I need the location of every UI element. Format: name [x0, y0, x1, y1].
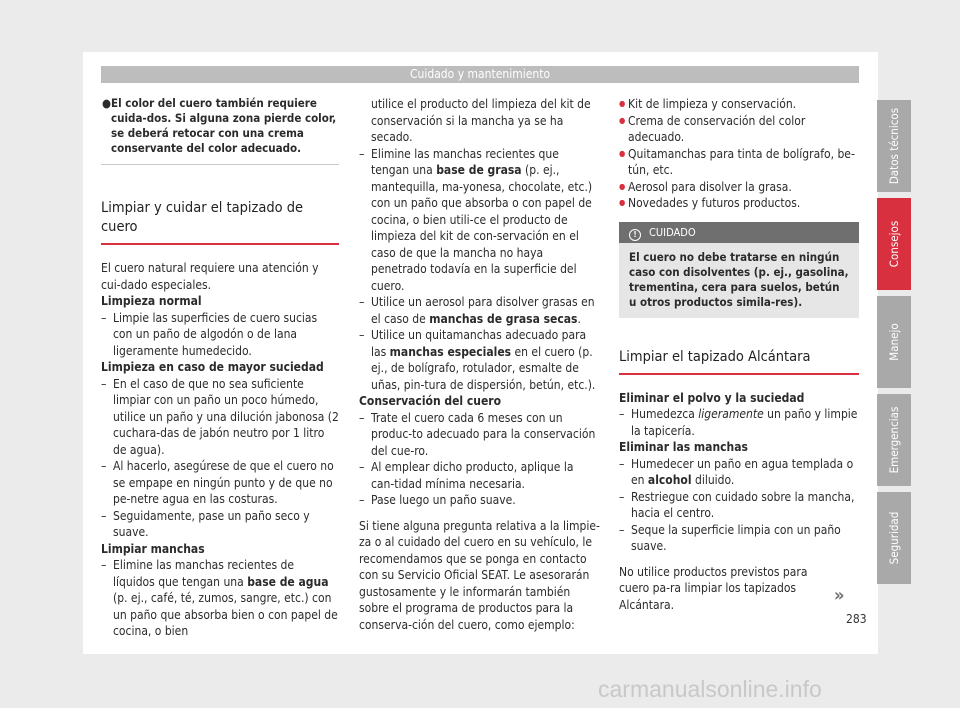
tab-emergencias[interactable]: Emergencias — [877, 394, 911, 486]
list-item: – Elimine las manchas recientes de líquidos que tengan una base de agua (p. ej., café, té, zumos, sangre, etc.) con un paño que absorba bien o con papel de cocina, o bien — [101, 557, 339, 640]
list-item: – En el caso de que no sea suficiente limpiar con un paño un poco húmedo, utilice un paño y una dilución jabonosa (2 cuchara-das de jabón neutro por 1 litro de agua). — [101, 376, 339, 459]
tab-seguridad[interactable]: Seguridad — [877, 492, 911, 584]
list-item: – Restriegue con cuidado sobre la mancha, hacia el centro. — [619, 489, 859, 522]
divider — [101, 164, 339, 165]
list-item: ● Quitamanchas para tinta de bolígrafo, be-tún, etc. — [619, 146, 859, 179]
list-item: – Al hacerlo, asegúrese de que el cuero no se empape en ningún punto y de que no pe-netre agua en las costuras. — [101, 458, 339, 508]
list-item: ● Aerosol para disolver la grasa. — [619, 179, 859, 196]
final-note: No utilice productos previstos para cuero pa-ra limpiar los tapizados Alcántara. — [619, 564, 808, 612]
column-middle — [359, 96, 600, 633]
list-item: – Humedezca ligeramente un paño y limpie la tapicería. — [619, 406, 859, 439]
list-item: – Elimine las manchas recientes que tengan una base de grasa (p. ej., mantequilla, ma-yonesa, chocolate, etc.) con un paño que absorba o con papel de cocina, o bien utili-ce el producto de limpieza del kit de con-servación en el caso de que la mancha no haya penetrado todavía en la superficie del cuero. — [359, 146, 600, 295]
subheading-heavy-dirt: Limpieza en caso de mayor suciedad — [101, 360, 324, 374]
list-item: – Al emplear dicho producto, aplique la can-tidad mínima necesaria. — [359, 459, 600, 492]
subheading-stains: Limpiar manchas — [101, 541, 205, 556]
list-item: ● Crema de conservación del color adecuado. — [619, 113, 859, 146]
bullet-icon: ● — [102, 96, 112, 110]
subheading-leather-care: Conservación del cuero — [359, 394, 502, 408]
list-item: – Utilice un aerosol para disolver grasas en el caso de manchas de grasa secas. — [359, 294, 600, 327]
caution-header: ! CUIDADO — [619, 222, 859, 243]
subheading-normal-cleaning: Limpieza normal — [101, 294, 202, 308]
continue-arrow-icon: » — [834, 585, 845, 606]
list-item: ● Kit de limpieza y conservación. — [619, 96, 859, 113]
section-title-alcantara: Limpiar el tapizado Alcántara — [619, 348, 859, 375]
column-left — [101, 96, 339, 640]
column-right — [619, 96, 859, 613]
caution-text: El cuero no debe tratarse en ningún caso con disolventes (p. ej., gasolina, trementina, cera para suelos, betún u otros productos simila-res). — [629, 249, 849, 309]
subheading-remove-stains: Eliminar las manchas — [619, 440, 748, 454]
list-item: ● Novedades y futuros productos. — [619, 195, 859, 212]
tab-manejo[interactable]: Manejo — [877, 296, 911, 388]
subheading-dust: Eliminar el polvo y la suciedad — [619, 390, 805, 405]
tab-datos-tecnicos[interactable]: Datos técnicos — [877, 100, 911, 192]
contact-paragraph: Si tiene alguna pregunta relativa a la limpie-za o al cuidado del cuero en su vehículo, le recomendamos que se ponga en contacto con su Servicio Oficial SEAT. Le asesorarán gustosamente y le informarán también sobre el programa de productos para la conserva-ción del cuero, como ejemplo: — [359, 518, 600, 632]
page-number: 283 — [846, 612, 867, 626]
continued-text: utilice el producto del limpieza del kit de conservación si la mancha ya se ha secado. — [371, 97, 591, 144]
watermark: carmanualsonline.info — [598, 676, 822, 702]
section-title-leather: Limpiar y cuidar el tapizado de cuero — [101, 199, 339, 245]
list-item: – Limpie las superficies de cuero sucias con un paño de algodón o de lana ligeramente humedecido. — [101, 310, 339, 360]
list-item: – Humedecer un paño en agua templada o en alcohol diluido. — [619, 456, 859, 489]
list-item: – Pase luego un paño suave. — [359, 492, 600, 509]
list-item: – Seque la superficie limpia con un paño suave. — [619, 522, 859, 555]
caution-box — [619, 222, 859, 318]
leather-color-note: ● El color del cuero también requiere cuida-dos. Si alguna zona pierde color, se deberá retocar con una crema conservante del color adecuado. — [102, 96, 337, 155]
intro-text: El cuero natural requiere una atención y cui-dado especiales. — [101, 261, 319, 292]
list-item: – Utilice un quitamanchas adecuado para las manchas especiales en el cuero (p. ej., de bolígrafo, rotulador, esmalte de uñas, pin-tura de dispersión, betún, etc.). — [359, 327, 600, 393]
list-item: – Trate el cuero cada 6 meses con un produc-to adecuado para la conservación del cue-ro. — [359, 410, 600, 460]
list-item: – Seguidamente, pase un paño seco y suave. — [101, 508, 339, 541]
page-header: Cuidado y mantenimiento — [101, 66, 859, 83]
tab-consejos[interactable]: Consejos — [877, 198, 911, 290]
warning-icon: ! — [629, 229, 641, 241]
